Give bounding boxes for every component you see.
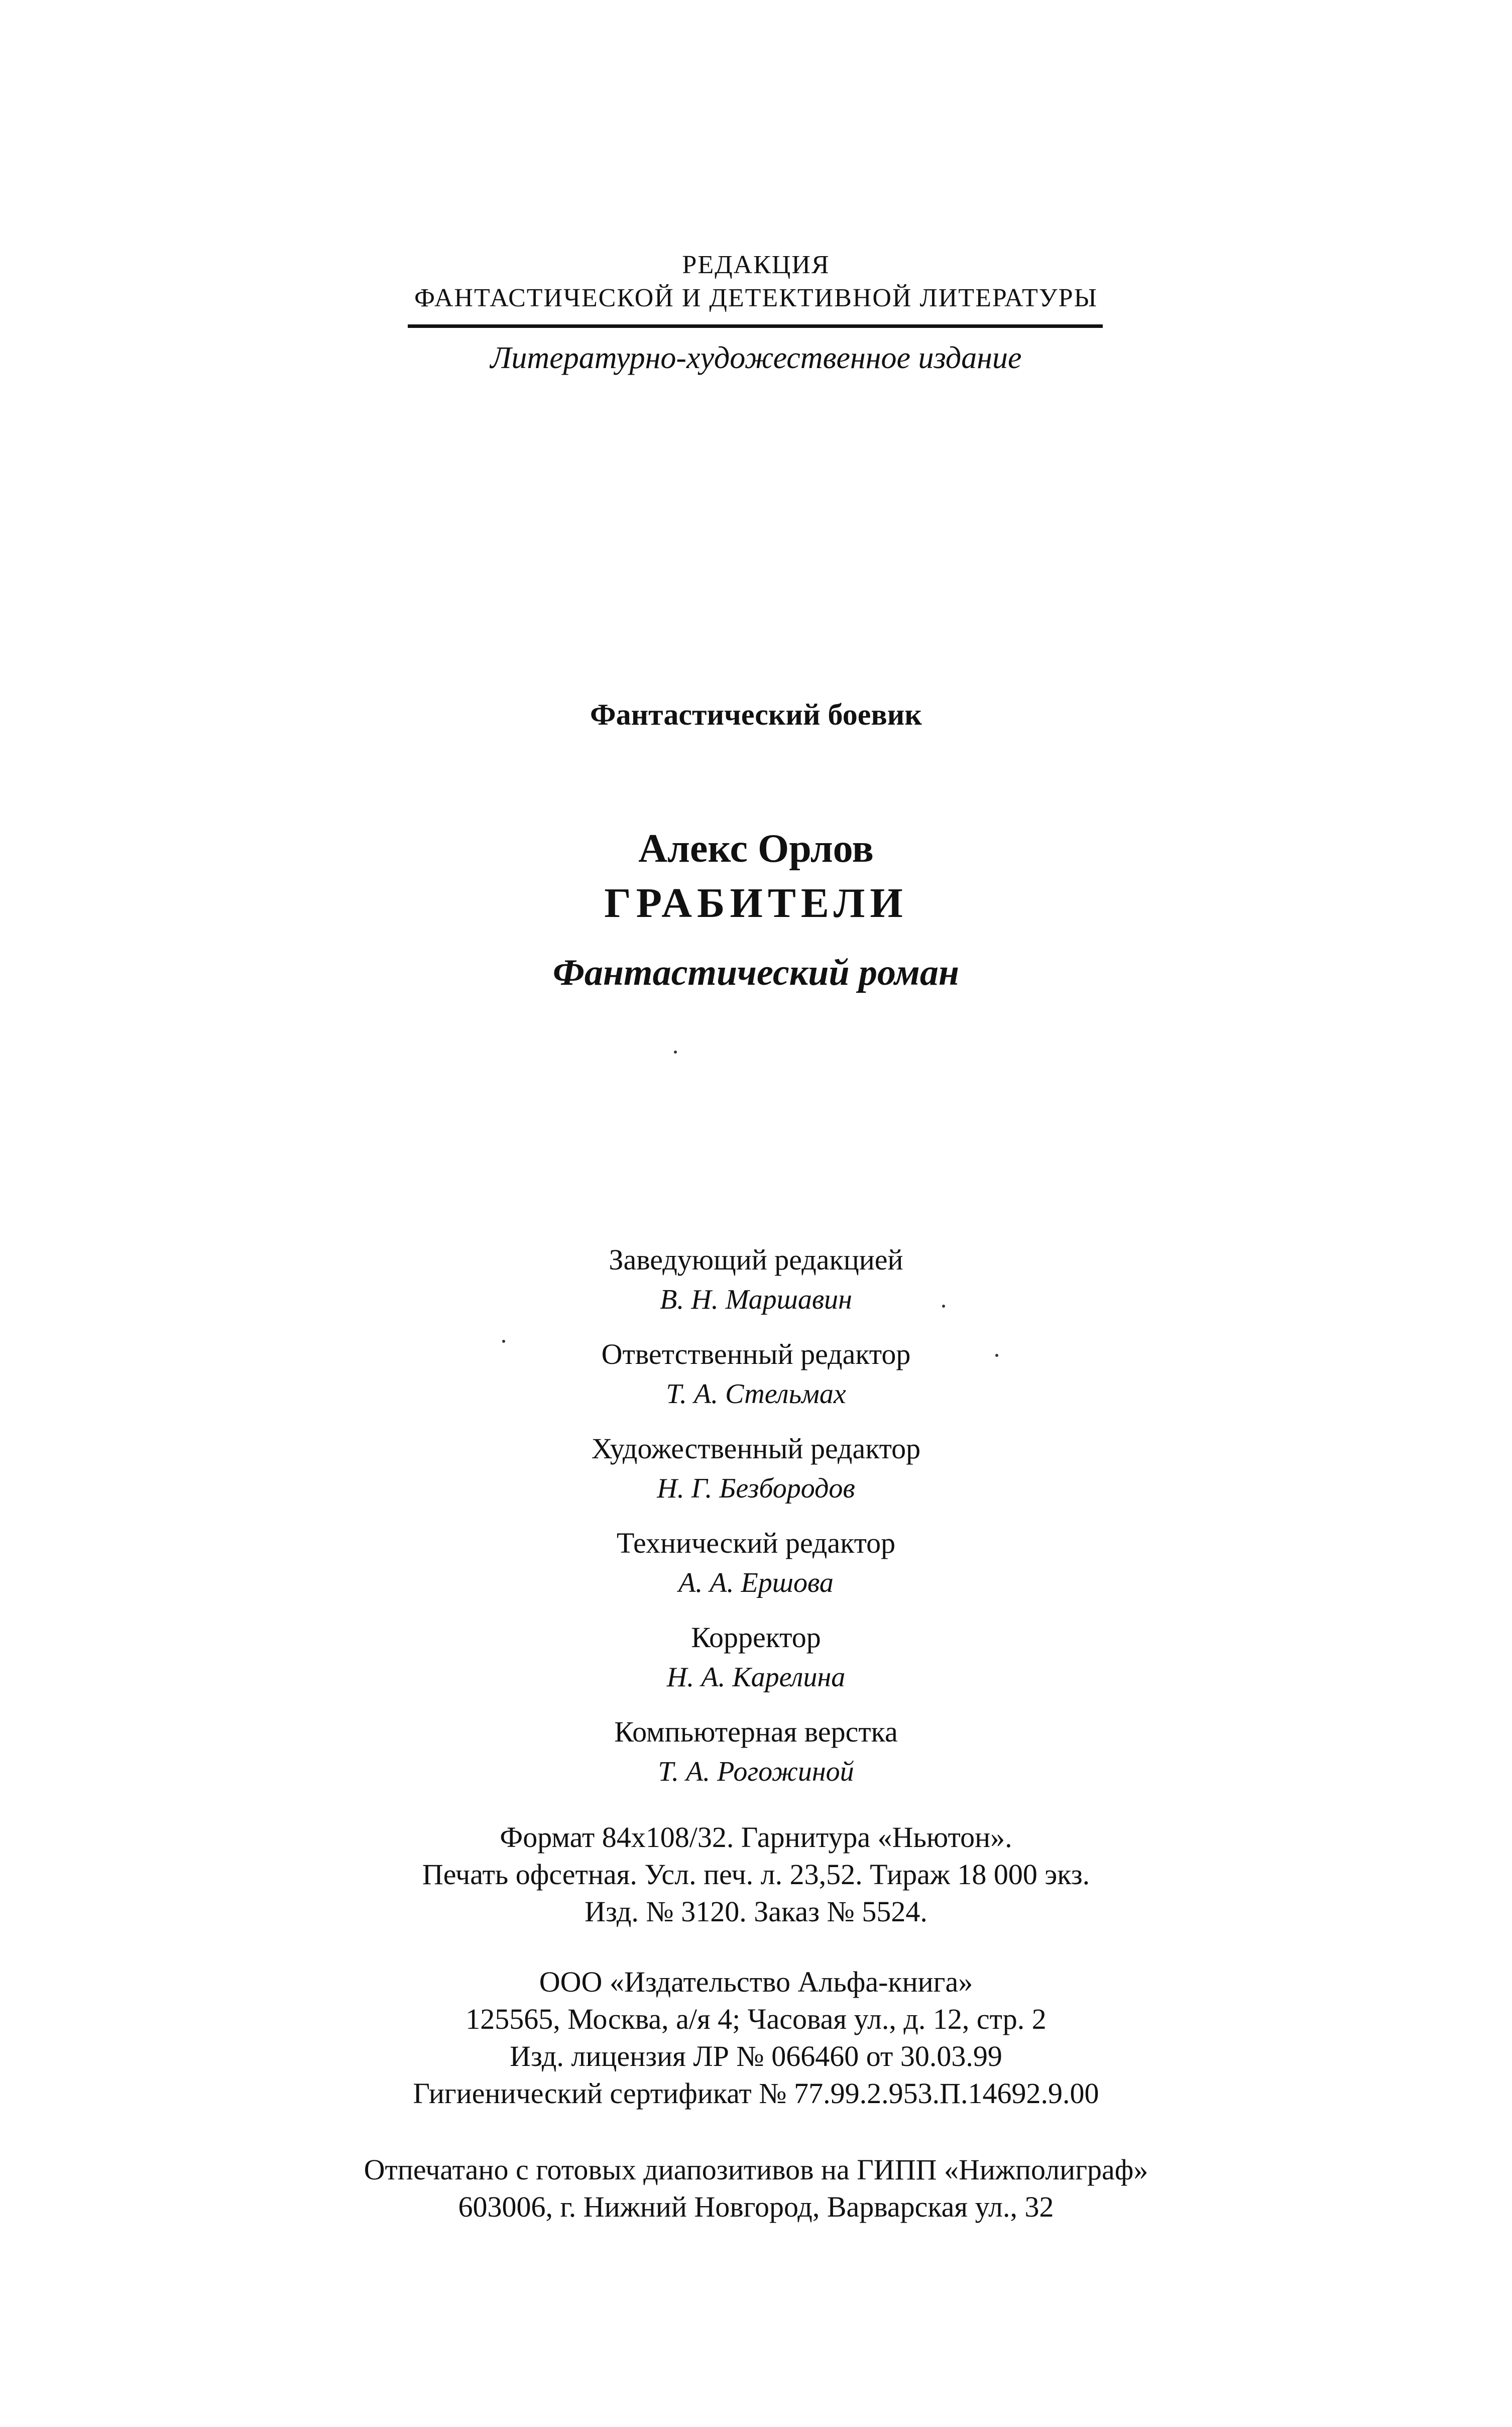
credit-person: Н. Г. Безбородов	[657, 1473, 855, 1504]
credit-role: Заведующий редакцией	[609, 1243, 903, 1276]
print-spec-line: Изд. № 3120. Заказ № 5524.	[585, 1895, 927, 1928]
credit-role: Компьютерная верстка	[614, 1715, 898, 1748]
book-title: ГРАБИТЕЛИ	[604, 880, 908, 927]
header-rule	[408, 324, 1103, 328]
credit-person: Н. А. Карелина	[666, 1662, 846, 1693]
printer-line: Отпечатано с готовых диапозитивов на ГИПП «Нижполиграф»	[364, 2153, 1148, 2186]
publisher-line: Изд. лицензия ЛР № 066460 от 30.03.99	[510, 2040, 1002, 2072]
scan-speck	[942, 1305, 945, 1308]
credit-role: Художественный редактор	[591, 1432, 921, 1465]
credit-person: Т. А. Стельмах	[666, 1378, 846, 1410]
book-subtitle: Фантастический роман	[553, 952, 959, 993]
credit-role: Технический редактор	[616, 1527, 896, 1559]
credit-role: Ответственный редактор	[601, 1338, 911, 1370]
print-spec-line: Формат 84x108/32. Гарнитура «Ньютон».	[500, 1821, 1012, 1854]
genre-label: Фантастический боевик	[590, 698, 922, 731]
scan-speck	[995, 1354, 998, 1357]
editorial-department-label: РЕДАКЦИЯ	[682, 251, 830, 279]
scan-speck	[502, 1340, 505, 1343]
book-author: Алекс Орлов	[638, 827, 874, 871]
credit-person: В. Н. Маршавин	[660, 1284, 852, 1315]
print-spec-line: Печать офсетная. Усл. печ. л. 23,52. Тираж 18 000 экз.	[422, 1858, 1090, 1891]
publisher-line: 125565, Москва, а/я 4; Часовая ул., д. 12, стр. 2	[466, 2003, 1046, 2035]
publisher-line: Гигиенический сертификат № 77.99.2.953.П.14692.9.00	[413, 2077, 1099, 2110]
credit-person: Т. А. Рогожиной	[658, 1756, 854, 1787]
publisher-line: ООО «Издательство Альфа-книга»	[539, 1966, 973, 1998]
printer-line: 603006, г. Нижний Новгород, Варварская ул., 32	[458, 2190, 1054, 2223]
edition-type: Литературно-художественное издание	[490, 341, 1022, 375]
credit-person: А. А. Ершова	[678, 1567, 834, 1598]
scan-speck	[674, 1051, 677, 1054]
editorial-department-name: ФАНТАСТИЧЕСКОЙ И ДЕТЕКТИВНОЙ ЛИТЕРАТУРЫ	[414, 284, 1098, 312]
credit-role: Корректор	[691, 1621, 821, 1654]
